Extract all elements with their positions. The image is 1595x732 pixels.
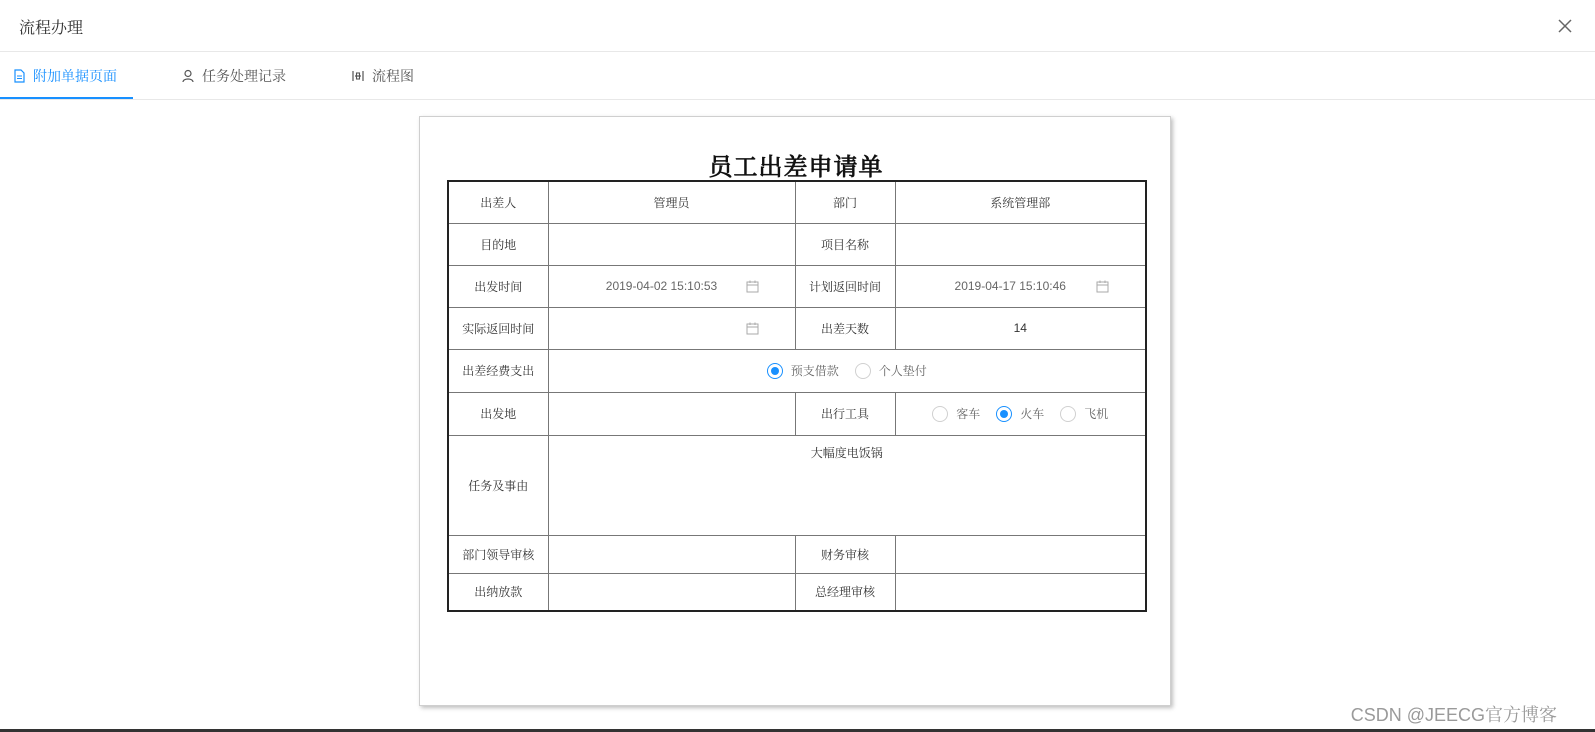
active-tab-indicator — [0, 97, 133, 99]
actual-return-label: 实际返回时间 — [448, 307, 548, 349]
table-row — [448, 392, 1146, 435]
project-label: 项目名称 — [795, 223, 895, 265]
plan-return-value: 2019-04-17 15:10:46 — [954, 279, 1066, 293]
calendar-icon[interactable] — [1096, 280, 1109, 293]
cashier-label: 出纳放款 — [448, 573, 548, 611]
calendar-icon[interactable] — [746, 280, 759, 293]
depart-time-label: 出发时间 — [448, 265, 548, 307]
actual-return-picker[interactable] — [548, 307, 795, 349]
transport-train-radio[interactable] — [996, 405, 1044, 422]
days-label: 出差天数 — [795, 307, 895, 349]
finance-field[interactable] — [895, 535, 1146, 573]
cashier-field[interactable] — [548, 573, 795, 611]
table-row — [448, 265, 1146, 307]
tab-label: 流程图 — [372, 68, 414, 84]
depart-time-picker[interactable] — [548, 265, 795, 307]
form-paper — [419, 116, 1171, 706]
table-row — [448, 573, 1146, 611]
transport-bus-radio[interactable] — [932, 405, 980, 422]
file-icon — [12, 69, 26, 83]
radio-circle — [855, 363, 871, 379]
destination-label: 目的地 — [448, 223, 548, 265]
transport-radio-group — [895, 392, 1146, 435]
origin-label: 出发地 — [448, 392, 548, 435]
tab-label: 任务处理记录 — [202, 68, 286, 84]
radio-circle — [767, 363, 783, 379]
reason-textarea[interactable]: 大幅度电饭锅 — [548, 435, 1146, 535]
table-row — [448, 349, 1146, 392]
table-row — [448, 307, 1146, 349]
watermark: CSDN @JEECG官方博客 — [1350, 705, 1557, 725]
gm-field[interactable] — [895, 573, 1146, 611]
radio-circle — [1060, 406, 1076, 422]
transport-plane-radio[interactable] — [1060, 405, 1108, 422]
dept-value[interactable]: 系统管理部 — [895, 181, 1146, 223]
dept-label: 部门 — [795, 181, 895, 223]
radio-circle — [932, 406, 948, 422]
expense-label: 出差经费支出 — [448, 349, 548, 392]
plan-return-label: 计划返回时间 — [795, 265, 895, 307]
dept-leader-field[interactable] — [548, 535, 795, 573]
reason-label: 任务及事由 — [448, 435, 548, 535]
tab-task-records[interactable] — [181, 52, 286, 100]
tab-flowchart[interactable] — [351, 52, 414, 100]
radio-label: 客车 — [956, 407, 981, 421]
finance-label: 财务审核 — [795, 535, 895, 573]
dept-leader-label: 部门领导审核 — [448, 535, 548, 573]
table-row — [448, 435, 1146, 535]
close-icon[interactable] — [1555, 16, 1575, 36]
expense-advance-radio[interactable] — [767, 362, 839, 379]
radio-label: 火车 — [1020, 407, 1045, 421]
plan-return-picker[interactable] — [895, 265, 1146, 307]
table-row — [448, 535, 1146, 573]
destination-field[interactable] — [548, 223, 795, 265]
tab-attached-form[interactable] — [12, 52, 117, 100]
flow-icon — [351, 69, 365, 83]
modal-header — [0, 0, 1595, 52]
gm-label: 总经理审核 — [795, 573, 895, 611]
traveler-value[interactable]: 管理员 — [548, 181, 795, 223]
table-row — [448, 223, 1146, 265]
depart-time-value: 2019-04-02 15:10:53 — [605, 279, 718, 293]
form-title: 员工出差申请单 — [708, 154, 884, 181]
radio-circle — [996, 406, 1012, 422]
expense-personal-radio[interactable] — [855, 362, 927, 379]
user-icon — [181, 69, 195, 83]
expense-radio-group — [548, 349, 1146, 392]
days-value[interactable]: 14 — [895, 307, 1146, 349]
travel-form-table — [447, 180, 1147, 612]
tab-label: 附加单据页面 — [33, 68, 117, 84]
table-row — [448, 181, 1146, 223]
radio-label: 预支借款 — [790, 364, 839, 378]
origin-field[interactable] — [548, 392, 795, 435]
modal-title: 流程办理 — [19, 20, 84, 37]
tab-bar — [0, 52, 1595, 100]
project-field[interactable] — [895, 223, 1146, 265]
radio-label: 飞机 — [1084, 407, 1109, 421]
calendar-icon[interactable] — [746, 322, 759, 335]
transport-label: 出行工具 — [795, 392, 895, 435]
radio-label: 个人垫付 — [878, 364, 927, 378]
traveler-label: 出差人 — [448, 181, 548, 223]
